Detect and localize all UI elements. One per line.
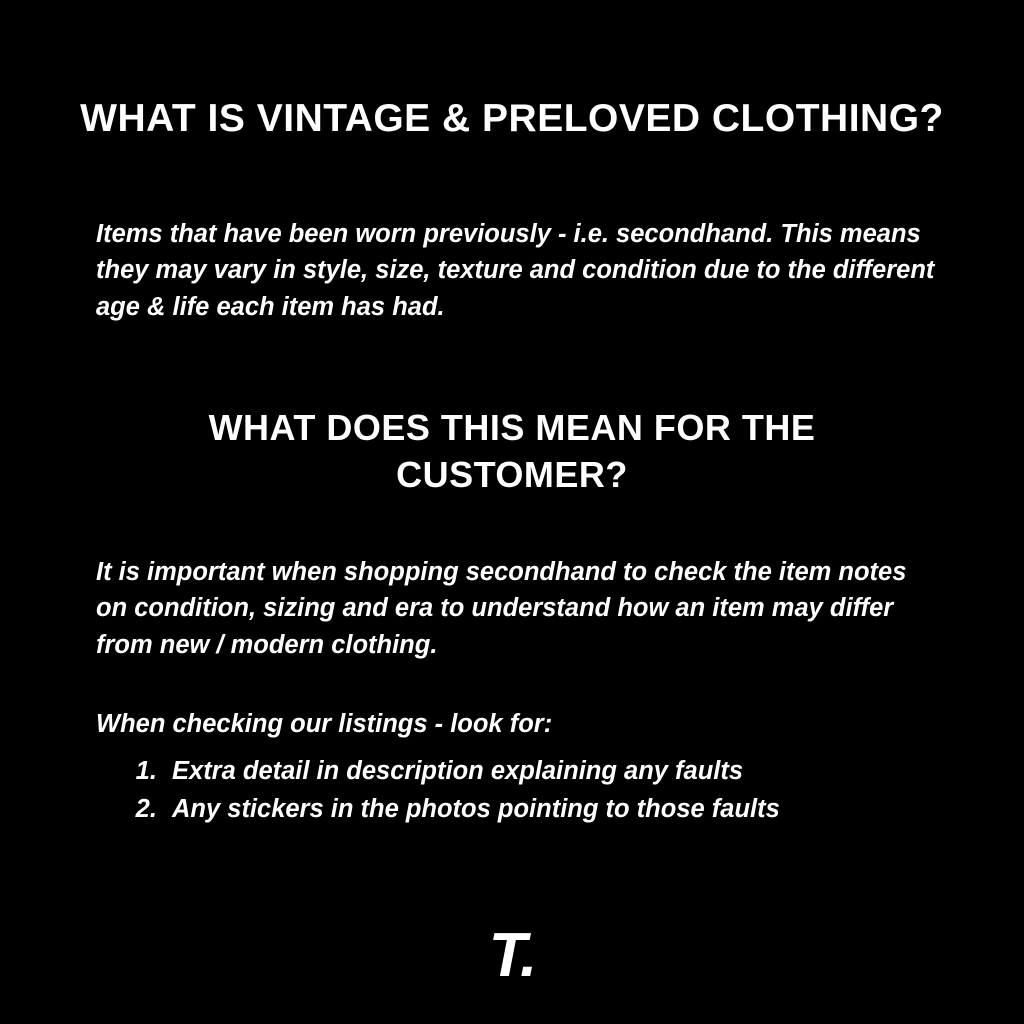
list-item: 2. Any stickers in the photos pointing to those faults xyxy=(164,790,964,828)
section-title-customer: WHAT DOES THIS MEAN FOR THE CUSTOMER? xyxy=(208,406,816,495)
paragraph-advice: It is important when shopping secondhand to check the item notes on condition, sizing and era to understand how an item may differ from new / modern clothing. xyxy=(96,557,907,660)
checklist xyxy=(120,752,964,829)
page-title: WHAT IS VINTAGE & PRELOVED CLOTHING? xyxy=(80,97,944,141)
paragraph-definition: Items that have been worn previously - i.e. secondhand. This means they may vary in style, size, texture and condition due to the different age & life each item has had. xyxy=(96,219,935,322)
list-item: 1. Extra detail in description explaining any faults xyxy=(164,752,964,790)
paragraph-checking-intro: When checking our listings - look for: xyxy=(96,709,553,738)
brand-logo: T. xyxy=(488,921,536,990)
